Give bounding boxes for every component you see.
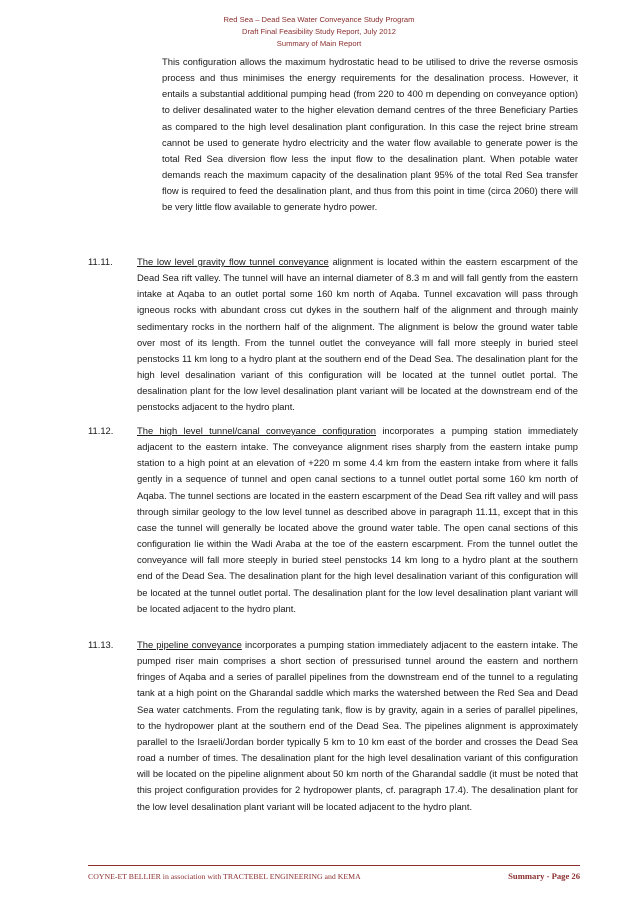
paragraph-text: alignment is located within the eastern escarpment of the Dead Sea rift valley. The tunnel will have an internal diameter of 8.3 m and will fall gently from the eastern intake at Aqaba to an outlet portal some 160 km north of Aqaba. Tunnel excavation will pass through igneous rocks with abundant cross cut dykes in the southern half of the alignment and through mainly sedimentary rocks in the northern half of the alignment. The alignment is below the ground water table over most of its length. From the tunnel outlet the conveyance will fall more steeply in buried steel penstocks 11 km long to a hydro plant at the southern end of the Dead Sea. The desalination plant for the high level desalination variant of this configuration will be located at the tunnel outlet portal. The desalination plant for the low level desalination plant variant will be located at the downstream end of the penstocks adjacent to the hydro plant. [137,256,578,413]
header-program-title: Red Sea – Dead Sea Water Conveyance Study Program [223,15,415,24]
paragraph-11-11 [88,254,578,416]
paragraph-lead: The low level gravity flow tunnel conveyance [137,256,329,267]
header-summary-title: Summary of Main Report [276,39,362,48]
paragraph-body [137,254,578,416]
footer-page-number: Summary - Page 26 [508,871,580,881]
footer-divider [88,865,580,866]
paragraph-11-12 [88,423,578,617]
paragraph-number: 11.11. [88,256,113,267]
paragraph-text: incorporates a pumping station immediately adjacent to the eastern intake. The pumped riser main comprises a short section of pressurised tunnel around the eastern and northern fringes of Aqaba and a series of parallel pipelines from the downstream end of the tunnel to a regulating tank at a high point on the Gharandal saddle which marks the watershed between the Red Sea and Dead Sea water catchments. From the regulating tank, flow is by gravity, again in a series of parallel pipelines, to the hydropower plant at the southern end of the Dead Sea. The pipelines alignment is approximately parallel to the Israeli/Jordan border typically 5 km to 10 km east of the border and crosses the Dead Sea road a number of times. The desalination plant for the high level desalination variant of this configuration will be located on the pipeline alignment about 50 km north of the Gharandal saddle (it must be noted that this project configuration provides for 2 hydropower plants, cf. paragraph 17.4). The desalination plant for the low level desalination plant variant will be located adjacent to the hydro plant. [137,639,579,812]
paragraph-body [137,423,578,617]
paragraph-lead: The pipeline conveyance [137,639,242,650]
footer-company: COYNE-ET BELLIER in association with TRACTEBEL ENGINEERING and KEMA [88,872,361,881]
paragraph-text: incorporates a pumping station immediately adjacent to the eastern intake. The conveyance alignment rises sharply from the eastern intake pump station to a high point at an elevation of +220 m some 4.4 km from the eastern intake from where it falls gently in a sequence of tunnel and open canal sections to a tunnel outlet portal some 160 km north of Aqaba. The tunnel sections are located in the eastern escarpment of the Dead Sea rift valley and will pass through similar geology to the low level tunnel as described above in paragraph 11.11, except that in this case the tunnel will generally be located above the ground water table. The open canal sections of this configuration lie within the Wadi Araba at the toe of the eastern escarpment. From the tunnel outlet the conveyance will fall more steeply in buried steel penstocks 14 km long to a hydro plant at the southern end of the Dead Sea. The desalination plant for the high level desalination variant of this configuration will be located at the tunnel outlet portal. The desalination plant for the low level desalination plant variant will be located adjacent to the hydro plant. [137,425,578,614]
header-report-title: Draft Final Feasibility Study Report, July 2012 [241,27,397,36]
paragraph-11-13 [88,637,578,815]
page-header [0,14,638,50]
paragraph-body [137,637,578,815]
paragraph-number: 11.12. [88,425,114,436]
paragraph-lead: The high level tunnel/canal conveyance configuration [137,425,377,436]
intro-paragraph: This configuration allows the maximum hydrostatic head to be utilised to drive the reverse osmosis process and thus minimises the energy requirements for the desalination process. However, it entails a substantial additional pumping head (from 220 to 400 m depending on conveyance option) to deliver desalinated water to the higher elevation demand centres of the three Beneficiary Parties as compared to the high level desalination plant configuration. In this case the reject brine stream cannot be used to generate hydro electricity and the water flow available to generate power is the total Red Sea diversion flow less the input flow to the desalination plant. When potable water demands reach the maximum capacity of the desalination plant 95% of the total Red Sea transfer flow is required to feed the desalination plant, and thus from this point in time (circa 2060) there will be very little flow available to generate hydro power. [162,56,578,213]
paragraph-number: 11.13. [88,639,114,650]
